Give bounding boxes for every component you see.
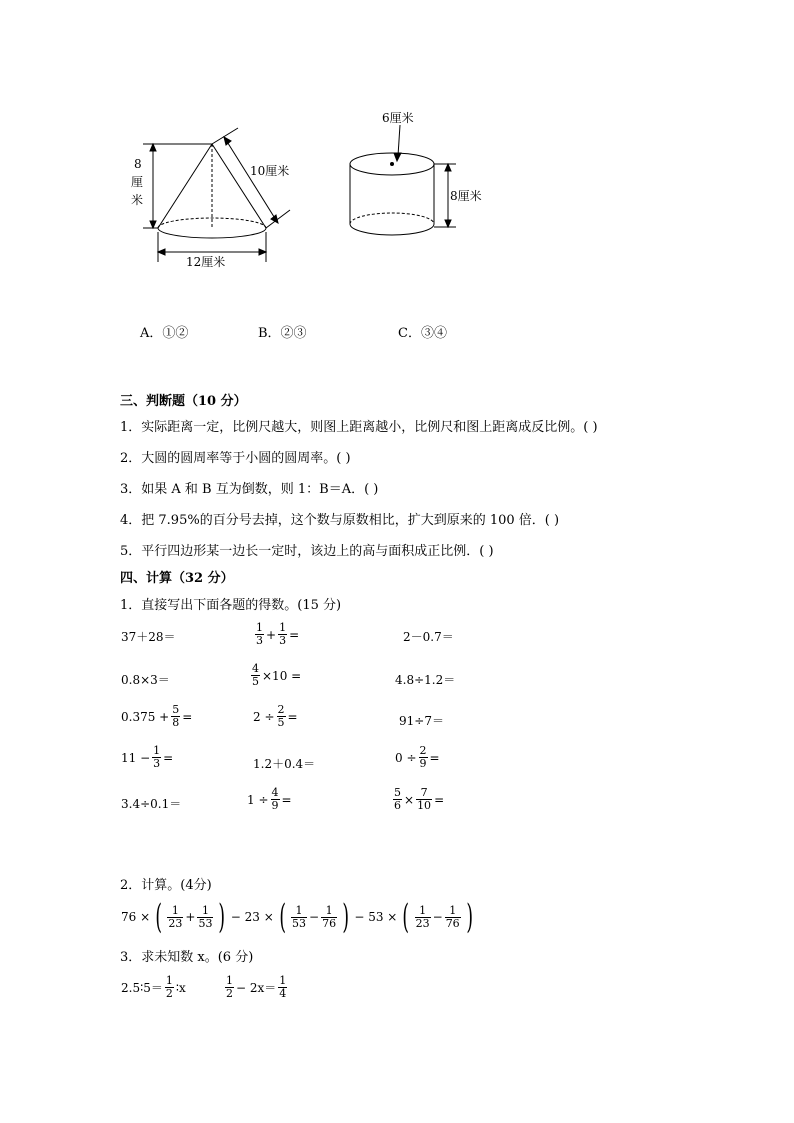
choice-b: B．②③ [258,326,307,341]
oral-r5c3: $\frac{5}{6}$ × $\frac{7}{10}$ = [394,786,445,812]
oral-r2c2: $\frac{4}{5}$ ×10 = [252,662,302,688]
equation-1: 2.5∶5＝ $\frac{1}{2}$ ∶x [121,974,186,1000]
oral-r1c2: $\frac{1}{3}$ + $\frac{1}{3}$ = [256,621,300,647]
compute-expression: 76 × ( $\frac{1}{23}$ + $\frac{1}{53}$ ) − 23 × ( $\frac{1}{53}$ − $\frac{1}{76}$ ) − 53 × ( $\frac{1}{23}$ − $\frac{1}{76}$ ) [121,897,473,937]
cylinder-radius-label: 6厘米 [382,111,414,125]
cone-slant-label: 10厘米 [250,164,290,178]
cone-base-label: 12厘米 [186,255,226,269]
judgement-item: 4．把 7.95%的百分号去掉，这个数与原数相比，扩大到原来的 100 倍．( ) [120,513,560,528]
oral-r1c3: 2－0.7＝ [403,630,454,644]
section-title-judgement: 三、判断题（10 分） [120,394,247,409]
oral-r4c1: 11 − $\frac{1}{3}$ = [121,744,174,770]
oral-r4c3: 0 ÷ $\frac{2}{9}$ = [395,744,440,770]
oral-r2c3: 4.8÷1.2＝ [395,673,456,687]
question-2-title: 2．计算。(4分) [120,878,212,893]
cylinder-height-label: 8厘米 [450,189,482,203]
oral-r3c3: 91÷7＝ [399,714,444,728]
cone-height-label-1: 8 [134,157,142,171]
oral-r1c1: 37＋28＝ [121,630,176,644]
judgement-item: 5．平行四边形某一边长一定时，该边上的高与面积成正比例．( ) [120,544,494,559]
geometry-figures [0,100,794,280]
oral-r3c1: 0.375 + $\frac{5}{8}$ = [121,703,193,729]
cone-height-label-3: 米 [131,193,144,207]
oral-r4c2: 1.2＋0.4＝ [253,757,316,771]
oral-r3c2: 2 ÷ $\frac{2}{5}$ = [253,703,298,729]
section-title-calculation: 四、计算（32 分） [120,571,234,586]
cone-height-label-2: 厘 [131,175,144,189]
judgement-item: 1．实际距离一定，比例尺越大，则图上距离越小，比例尺和图上距离成反比例。( ) [120,420,598,435]
question-3-title: 3．求未知数 x。(6 分) [120,950,254,965]
question-1-title: 1．直接写出下面各题的得数。(15 分) [120,598,342,613]
choice-c: C．③④ [398,326,447,341]
judgement-item: 2．大圆的圆周率等于小圆的圆周率。( ) [120,451,351,466]
judgement-item: 3．如果 A 和 B 互为倒数，则 1：B＝A．( ) [120,482,379,497]
oral-r5c2: 1 ÷ $\frac{4}{9}$ = [247,786,292,812]
oral-r2c1: 0.8×3＝ [121,673,170,687]
equation-2: $\frac{1}{2}$ − 2x＝ $\frac{1}{4}$ [226,974,287,1000]
oral-r5c1: 3.4÷0.1＝ [121,797,182,811]
choice-a: A．①② [140,326,189,341]
